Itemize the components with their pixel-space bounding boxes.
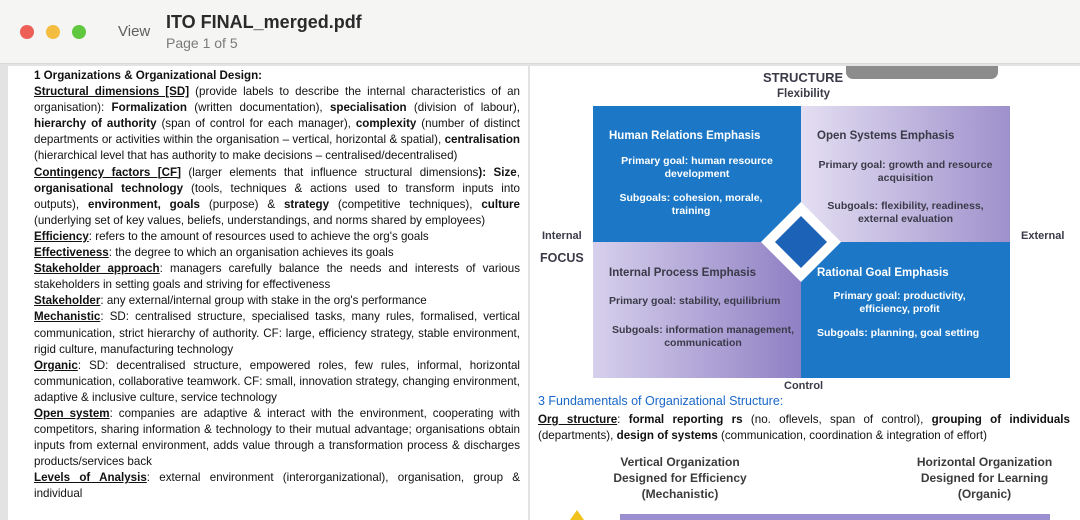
text-run: culture xyxy=(481,197,520,211)
left-paragraph xyxy=(34,261,520,293)
text-run: specialisation xyxy=(329,101,407,115)
rational-goal-subgoals: Subgoals: planning, goal setting xyxy=(817,327,980,339)
text-run: design of systems xyxy=(616,429,718,442)
quadrant-human-relations-text xyxy=(593,106,801,242)
text-run: (written documentation), xyxy=(186,101,330,115)
structure-label: STRUCTURE xyxy=(763,70,844,85)
pdf-page-left xyxy=(8,66,528,520)
term-label: Effectiveness xyxy=(34,246,109,260)
text-run: : SD: centralised structure, specialised tasks, many rules, formalised, vertical communication, strict hierarchy of authority. CF: large, efficiency strategy, stable environment, rigid culture, manufacturing technology xyxy=(34,310,520,356)
text-run: : external environment (interorganizational), organisation, group & individual xyxy=(34,471,520,501)
left-paragraph xyxy=(34,406,520,470)
left-paragraph xyxy=(34,245,520,261)
document-title: ITO FINAL_merged.pdf xyxy=(166,12,362,32)
left-paragraph xyxy=(34,165,520,229)
zoom-button[interactable] xyxy=(72,25,86,39)
text-run: (tools, techniques & actions used to transform inputs into outputs), xyxy=(34,181,520,211)
text-run: : any external/internal group with stake in the org's performance xyxy=(100,294,427,308)
left-paragraph xyxy=(34,470,520,502)
left-paragraph xyxy=(34,229,520,245)
left-paragraphs xyxy=(34,84,520,502)
term-label: Stakeholder approach xyxy=(34,262,160,276)
page-indicator: Page 1 of 5 xyxy=(166,35,238,51)
minimize-button[interactable] xyxy=(46,25,60,39)
control-label: Control xyxy=(784,380,824,392)
text-run: (hierarchical level that has authority to make decisions – centralised/decentralised) xyxy=(34,149,458,163)
vertical-org-heading: Vertical Organization Designed for Efficiency (Mechanistic) xyxy=(613,455,747,501)
term-label: Efficiency xyxy=(34,229,89,243)
text-run: : the degree to which an organisation achieves its goals xyxy=(108,246,394,260)
text-run: grouping of individuals xyxy=(931,413,1070,426)
left-paragraph xyxy=(34,84,520,164)
term-label: Structural dimensions [SD] xyxy=(34,85,190,99)
term-label: Org structure xyxy=(538,413,618,426)
view-menu-button[interactable]: View xyxy=(118,23,151,40)
text-run: : xyxy=(617,413,629,426)
text-run: : SD: decentralised structure, empowered roles, few rules, informal, horizontal communication, collaborative teamwork. CF: small, innovation strategy, changing environment, adaptive & inclusive culture, service technology xyxy=(34,358,520,404)
yellow-triangle-marker xyxy=(570,510,584,520)
term-label: Organic xyxy=(34,358,78,372)
quadrant-open-systems-text xyxy=(801,106,1010,242)
term-label: Levels of Analysis xyxy=(34,471,147,485)
org-structure-paragraph xyxy=(538,412,1070,444)
text-run: : refers to the amount of resources used to achieve the org's goals xyxy=(88,229,429,243)
internal-process-goal: Primary goal: stability, equilibrium xyxy=(609,295,781,307)
rational-goal-title: Rational Goal Emphasis xyxy=(817,267,949,279)
text-run: (underlying set of key values, beliefs, understandings, and norms shared by employees) xyxy=(34,213,486,227)
left-paragraph xyxy=(34,358,520,406)
text-run: : managers carefully balance the needs and interests of various stakeholders in setting goals and striving for effectiveness xyxy=(34,262,520,292)
open-systems-title: Open Systems Emphasis xyxy=(817,130,955,142)
section-heading: 1 Organizations & Organizational Design: xyxy=(34,69,263,82)
text-run: hierarchy of authority xyxy=(34,117,157,131)
external-label: External xyxy=(1021,230,1065,242)
text-run: complexity xyxy=(355,117,417,131)
text-run: (span of control for each manager), xyxy=(156,117,356,131)
open-systems-subgoals: Subgoals: flexibility, readiness, external evaluation xyxy=(827,200,984,225)
close-button[interactable] xyxy=(20,25,34,39)
section-3-heading: 3 Fundamentals of Organizational Structure: xyxy=(538,394,784,408)
term-label: Stakeholder xyxy=(34,294,101,308)
window-titlebar xyxy=(0,0,1080,64)
text-run: (no. oflevels, span of control), xyxy=(742,413,932,426)
human-relations-goal: Primary goal: human resource development xyxy=(621,155,773,180)
human-relations-title: Human Relations Emphasis xyxy=(609,130,761,142)
internal-process-title: Internal Process Emphasis xyxy=(609,267,757,279)
text-run: (competitive techniques), xyxy=(329,197,482,211)
text-run: environment, goals xyxy=(88,197,200,211)
flexibility-label: Flexibility xyxy=(777,88,831,100)
lavender-bar xyxy=(620,514,1050,520)
left-paragraph xyxy=(34,309,520,357)
text-run: (number of distinct departments or activities within the organisation – vertical, horizontal & spatial), xyxy=(34,117,521,147)
quadrant-internal-process-text xyxy=(593,242,801,378)
org-diagram-bottom xyxy=(530,510,1080,520)
text-run: centralisation xyxy=(444,133,520,147)
term-label: Mechanistic xyxy=(34,310,101,324)
horizontal-org-heading: Horizontal Organization Designed for Learning (Organic) xyxy=(916,455,1053,501)
text-run: (communication, coordination & integration of effort) xyxy=(717,429,987,442)
human-relations-subgoals: Subgoals: cohesion, morale, training xyxy=(619,192,763,217)
text-run: (larger elements that influence structural dimensions xyxy=(180,165,479,179)
text-run: (provide labels to describe the internal characteristics of an organisation): xyxy=(34,85,520,115)
term-label: Contingency factors [CF] xyxy=(34,165,181,179)
text-run: (purpose) & xyxy=(199,197,284,211)
text-run: Formalization xyxy=(111,101,187,115)
text-run: formal reporting rs xyxy=(628,413,743,426)
open-systems-goal: Primary goal: growth and resource acquisition xyxy=(818,159,993,184)
focus-label: FOCUS xyxy=(540,251,584,265)
pdf-page-right xyxy=(530,66,1080,520)
text-run: ): Size xyxy=(478,165,517,179)
internal-process-subgoals: Subgoals: information management, communication xyxy=(611,324,795,349)
text-run: : companies are adaptive & interact with the environment, cooperating with competitors, sharing information & technology to their mutual advantage; organisations obtain inputs from external environment, adds value through a transformation process & discharges products/services back xyxy=(34,406,520,469)
text-run: (division of labour), xyxy=(406,101,521,115)
left-page-text xyxy=(34,68,520,503)
rational-goal-goal: Primary goal: productivity, efficiency, profit xyxy=(833,290,966,315)
internal-label: Internal xyxy=(542,230,582,242)
text-run: (departments), xyxy=(538,429,617,442)
text-run: organisational technology xyxy=(34,181,184,195)
left-paragraph xyxy=(34,293,520,309)
text-run: strategy xyxy=(283,197,330,211)
quadrant-rational-goal-text xyxy=(801,242,1010,378)
term-label: Open system xyxy=(34,406,110,420)
text-run: , xyxy=(516,165,520,179)
